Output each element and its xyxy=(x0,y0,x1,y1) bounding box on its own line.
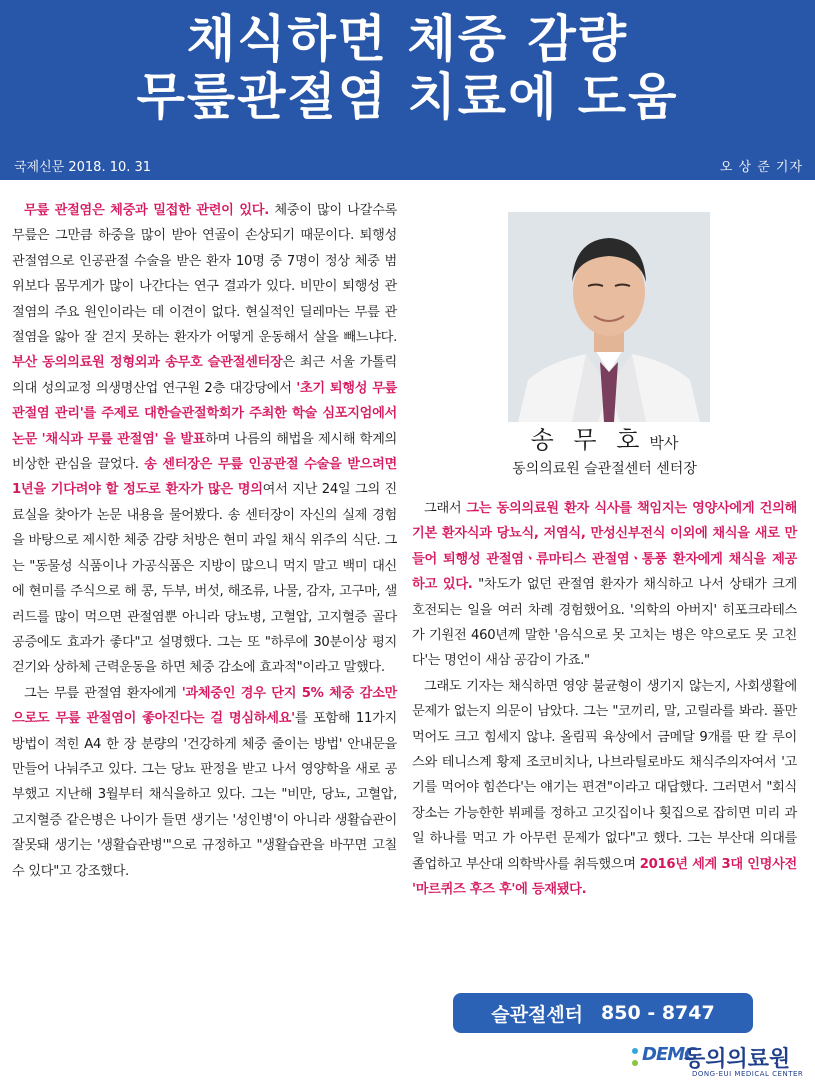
body-text: 그래도 기자는 채식하면 영양 불균형이 생기지 않는지, 사회생활에 문제가 없는지 의문이 남았다. 그는 "코끼리, 말, 고릴라를 봐라. 풀만 먹어도 크고 힘세지 않냐. 올림픽 육상에서 금메달 9개를 딴 칼 루이스와 테니스계 황제 조코비치나, 나브라틸로바도 채식주의자여서 '고기를 먹어야 힘쓴다'는 얘기는 편견"이라고 대답했다. 그러면서 "회식장소는 가능한한 뷔페를 정하고 고깃집이나 횟집으로 잡히면 미리 과일 하나를 먹고 가 아무런 문제가 없다"고 했다. 그는 부산대 의대를 졸업하고 부산대 의학박사를 취득했으며 xyxy=(412,678,797,872)
headline-line-1: 채식하면 체중 감량 xyxy=(186,10,629,68)
profile-affiliation: 동의의료원 슬관절센터 센터장 xyxy=(512,461,697,477)
highlighted-text: 부산 동의의료원 정형외과 송무호 슬관절센터장 xyxy=(12,355,283,371)
highlighted-text: 송 센터장은 무릎 인공관절 수술을 받으려면 1년을 기다려야 할 정도로 환자가 많은 명의 xyxy=(12,457,397,498)
doctor-portrait-photo xyxy=(508,212,710,422)
contact-label: 슬관절센터 xyxy=(491,1003,584,1026)
body-text: 그는 무릎 관절염 환자에게 xyxy=(24,685,182,701)
hospital-logo xyxy=(632,1044,808,1084)
logo-name-korean: 동의의료원 xyxy=(684,1047,791,1072)
article-left-column xyxy=(12,198,397,884)
logo-dot-blue xyxy=(632,1048,638,1054)
body-text: 체중이 많이 나갈수록 무릎은 그만큼 하중을 많이 받아 연골이 손상되기 때문이다. 퇴행성 관절염으로 인공관절 수술을 받은 환자 10명 중 7명이 정상 체중 범위보다 몸무게가 많이 나간다는 연구 결과가 있다. 비만이 퇴행성 관절염의 주요 원인이라는 데 이견이 없다. 현실적인 딜레마는 무릎 관절염을 앓아 잘 걷지 못하는 환자가 어떻게 운동해서 살을 빼느냐다. xyxy=(12,203,397,346)
logo-dot-green xyxy=(632,1060,638,1066)
body-text: 를 포함해 11가지 방법이 적힌 A4 한 장 분량의 '건강하게 체중 줄이는 방법' 안내문을 만들어 나눠주고 있다. 그는 당뇨 판정을 받고 나서 영양학을 새로 공부했고 지난해 3월부터 채식을하고 있다. 그는 "비만, 당뇨, 고혈압, 고지혈증 같은병은 나이가 들면 생기는 '성인병'이 아니라 생활습관이 잘못돼 생기는 '생활습관병'"으로 규정하고 "생활습관을 바꾸면 고칠 수 있다"고 강조했다. xyxy=(12,711,397,879)
highlighted-text: '초기 퇴행성 무릎 관절염 관리'를 주제로 대한슬관절학회가 주최한 학술 심포지엄에서 논문 '채식과 무릎 관절염' 을 발표 xyxy=(12,380,397,447)
body-text: 하며 나름의 해법을 제시해 학계의 비상한 관심을 끌었다. xyxy=(12,431,397,473)
reporter-name: 오 상 준 기자 xyxy=(719,160,803,175)
article-paragraph xyxy=(412,496,797,674)
article-paragraph xyxy=(12,198,397,681)
article-paragraph xyxy=(412,674,797,903)
logo-mark: DEMC xyxy=(642,1044,697,1065)
profile-name-row xyxy=(412,420,797,455)
article-right-column xyxy=(412,496,797,903)
body-text: 은 최근 서울 가톨릭의대 성의교정 의생명산업 연구원 2층 대강당에서 xyxy=(12,355,397,396)
meta-bar xyxy=(0,150,815,180)
headline-banner xyxy=(0,0,815,150)
contact-phone: 850 - 8747 xyxy=(601,1002,715,1024)
article-paragraph xyxy=(12,681,397,884)
logo-name-english: DONG-EUI MEDICAL CENTER xyxy=(692,1070,804,1078)
highlighted-text: 2016년 세계 3대 인명사전 '마르퀴즈 후즈 후'에 등재됐다. xyxy=(412,856,797,898)
body-text: 여서 지난 24일 그의 진료실을 찾아가 논문 내용을 물어봤다. 송 센터장이 자신의 실제 경험을 바탕으로 제시한 체중 감량 처방은 현미 과일 채식 위주의 식단. 그는 "동물성 식품이나 가공식품은 지방이 많으니 먹지 말고 백미 대신에 현미를 주식으로 해 콩, 두부, 버섯, 해조류, 나물, 감자, 고구마, 샐러드를 많이 먹으면 관절염뿐 아니라 당뇨병, 고혈압, 고지혈증 골다공증에도 효과가 좋다"고 설명했다. 그는 또 "하루에 30분이상 평지 걷기와 상하체 근력운동을 하면 체중 감소에 효과적"이라고 말했다. xyxy=(12,482,397,676)
portrait-illustration xyxy=(508,212,710,422)
profile-name: 송 무 호 xyxy=(530,426,646,454)
body-text: 그래서 xyxy=(424,501,467,516)
profile-title: 박사 xyxy=(649,434,679,452)
body-text: "차도가 없던 관절염 환자가 채식하고 나서 상태가 크게 호전되는 일을 여러 차례 경험했어요. '의학의 아버지' 히포크라테스가 기원전 460년께 말한 '음식으로 못 고치는 병은 약으로도 못 고친다'는 명언이 새삼 공감이 가죠." xyxy=(412,577,797,669)
highlighted-text: 무릎 관절염은 체중과 밀접한 관련이 있다. xyxy=(24,203,269,218)
headline-line-2: 무릎관절염 치료에 도움 xyxy=(136,68,679,126)
highlighted-text: '과체중인 경우 단지 5% 체중 감소만으로도 무릎 관절염이 좋아진다는 걸 명심하세요' xyxy=(12,685,397,727)
highlighted-text: 그는 동의의료원 환자 식사를 책임지는 영양사에게 건의해 기본 환자식과 당뇨식, 저염식, 만성신부전식 이외에 채식을 새로 만들어 퇴행성 관절염ㆍ류마티스 관절염ㆍ통풍 환자에게 채식을 제공하고 있다. xyxy=(412,501,797,593)
source-date: 국제신문 2018. 10. 31 xyxy=(14,160,152,175)
contact-phone-box xyxy=(453,993,753,1033)
